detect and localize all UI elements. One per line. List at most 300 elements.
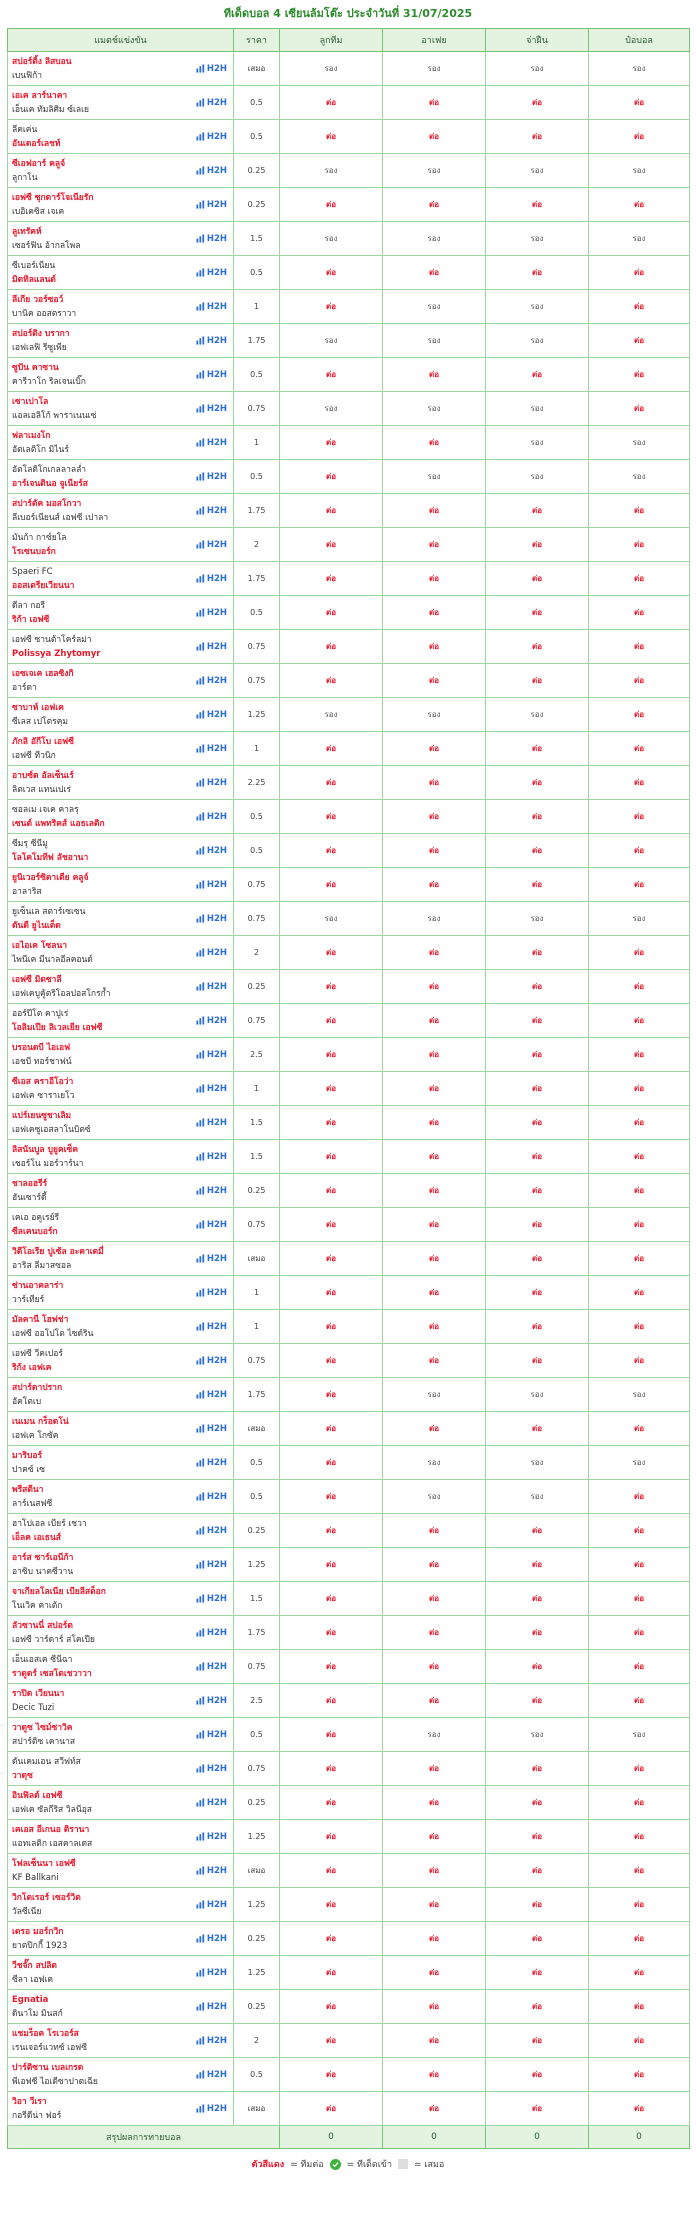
h2h-link[interactable] [196, 812, 227, 822]
away-team: เอ็ลค เอเธนส์ [12, 1532, 61, 1543]
table-row [8, 1650, 690, 1684]
pick-tipster-2: ต่อ [383, 1412, 486, 1446]
h2h-link[interactable] [196, 948, 227, 958]
h2h-label: H2H [206, 1763, 227, 1774]
h2h-link[interactable] [196, 1458, 227, 1468]
pick-tipster-1: ต่อ [280, 1208, 383, 1242]
h2h-link[interactable] [196, 540, 227, 550]
pick-tipster-2: ต่อ [383, 1990, 486, 2024]
h2h-link[interactable] [196, 1628, 227, 1638]
table-row [8, 1106, 690, 1140]
h2h-link[interactable] [196, 1866, 227, 1876]
pick-tipster-1: ต่อ [280, 2092, 383, 2126]
h2h-link[interactable] [196, 132, 227, 142]
table-row [8, 290, 690, 324]
bar-chart-icon [196, 1560, 205, 1569]
match-cell [8, 1174, 234, 1208]
h2h-link[interactable] [196, 1356, 227, 1366]
h2h-link[interactable] [196, 1254, 227, 1264]
home-team: ฮาโปเอล เบียร์ เชวา [12, 1518, 87, 1529]
home-team: วีชจั๊ก สปลิต [12, 1960, 57, 1971]
bar-chart-icon [196, 64, 205, 73]
price-cell: 2.5 [234, 1684, 280, 1718]
table-row [8, 664, 690, 698]
bar-chart-icon [196, 948, 205, 957]
home-team: ชาลอฮรีร์ [12, 1178, 48, 1189]
pick-tipster-1: ต่อ [280, 1786, 383, 1820]
price-cell: 0.75 [234, 868, 280, 902]
h2h-link[interactable] [196, 1084, 227, 1094]
away-team: ดินาโม มินสก์ [12, 2008, 63, 2019]
h2h-link[interactable] [196, 1322, 227, 1332]
page-title: ทีเด็ดบอล 4 เซียนล้มโต๊ะ ประจำวันที่ 31/07/2025 [223, 7, 473, 20]
match-cell [8, 1106, 234, 1140]
bar-chart-icon [196, 200, 205, 209]
h2h-label: H2H [206, 1865, 227, 1876]
pick-tipster-1: รอง [280, 392, 383, 426]
h2h-label: H2H [206, 1559, 227, 1570]
h2h-label: H2H [206, 437, 227, 448]
h2h-link[interactable] [196, 302, 227, 312]
price-cell: 1.5 [234, 1582, 280, 1616]
pick-tipster-4: รอง [589, 52, 690, 86]
pick-tipster-3: ต่อ [486, 800, 589, 834]
match-cell [8, 766, 234, 800]
h2h-link[interactable] [196, 2104, 227, 2114]
pick-tipster-1: ต่อ [280, 732, 383, 766]
price-cell: 2 [234, 936, 280, 970]
legend-favorite-note: = ทีมต่อ [290, 2160, 324, 2170]
table-row [8, 1786, 690, 1820]
h2h-link[interactable] [196, 1764, 227, 1774]
table-row [8, 1174, 690, 1208]
pick-tipster-1: ต่อ [280, 868, 383, 902]
h2h-link[interactable] [196, 1594, 227, 1604]
price-cell: 0.25 [234, 970, 280, 1004]
table-row [8, 120, 690, 154]
pick-tipster-4: ต่อ [589, 256, 690, 290]
h2h-link[interactable] [196, 1152, 227, 1162]
away-team: เซอร์ฟิน อ้ากลโพล [12, 240, 81, 251]
h2h-link[interactable] [196, 1526, 227, 1536]
pick-tipster-2: ต่อ [383, 1854, 486, 1888]
pick-tipster-1: ต่อ [280, 1106, 383, 1140]
away-team: อัตเลติโก มิไนร์ [12, 444, 69, 455]
pick-tipster-2: ต่อ [383, 1650, 486, 1684]
pick-tipster-2: ต่อ [383, 1140, 486, 1174]
summary-value-2: 0 [383, 2126, 486, 2149]
h2h-link[interactable] [196, 1900, 227, 1910]
pick-tipster-1: ต่อ [280, 2058, 383, 2092]
pick-tipster-2: ต่อ [383, 596, 486, 630]
bar-chart-icon [196, 438, 205, 447]
price-cell: 1 [234, 1276, 280, 1310]
home-team: มันก้า กาซ์ยโล [12, 532, 67, 543]
h2h-link[interactable] [196, 2036, 227, 2046]
pick-tipster-3: ต่อ [486, 970, 589, 1004]
h2h-link[interactable] [196, 778, 227, 788]
pick-tipster-2: ต่อ [383, 732, 486, 766]
table-row [8, 2058, 690, 2092]
h2h-label: H2H [206, 1423, 227, 1434]
away-team: ริก้า เอฟซี [12, 614, 50, 625]
bar-chart-icon [196, 1662, 205, 1671]
pick-tipster-4: ต่อ [589, 1616, 690, 1650]
price-cell: 0.75 [234, 392, 280, 426]
match-cell [8, 1820, 234, 1854]
bar-chart-icon [196, 1016, 205, 1025]
pick-tipster-2: ต่อ [383, 1888, 486, 1922]
pick-tipster-1: รอง [280, 154, 383, 188]
h2h-link[interactable] [196, 1798, 227, 1808]
match-cell [8, 2058, 234, 2092]
price-cell: 0.25 [234, 154, 280, 188]
h2h-link[interactable] [196, 1492, 227, 1502]
table-row [8, 392, 690, 426]
price-cell: 0.75 [234, 1344, 280, 1378]
h2h-label: H2H [206, 1117, 227, 1128]
pick-tipster-2: ต่อ [383, 1616, 486, 1650]
home-team: บรอนดบี ไอเอฟ [12, 1042, 71, 1053]
pick-tipster-4: ต่อ [589, 970, 690, 1004]
home-team: ซ่านอาคลาร่า [12, 1280, 64, 1291]
h2h-link[interactable] [196, 1050, 227, 1060]
match-cell [8, 1752, 234, 1786]
h2h-label: H2H [206, 1695, 227, 1706]
match-cell [8, 460, 234, 494]
bar-chart-icon [196, 2104, 205, 2113]
away-team: สปาร์ติซ เคานาส [12, 1736, 76, 1747]
pick-tipster-3: ต่อ [486, 732, 589, 766]
pick-tipster-4: ต่อ [589, 1650, 690, 1684]
pick-tipster-2: รอง [383, 902, 486, 936]
away-team: อาร์เจนตินอ จูเนียร์ส [12, 478, 88, 489]
h2h-link[interactable] [196, 2002, 227, 2012]
away-team: อาลาริส [12, 886, 42, 897]
pick-tipster-1: ต่อ [280, 1004, 383, 1038]
h2h-link[interactable] [196, 1696, 227, 1706]
h2h-label: H2H [206, 1525, 227, 1536]
h2h-link[interactable] [196, 744, 227, 754]
pick-tipster-1: ต่อ [280, 1582, 383, 1616]
match-cell [8, 392, 234, 426]
pick-tipster-4: ต่อ [589, 1548, 690, 1582]
h2h-link[interactable] [196, 1968, 227, 1978]
bar-chart-icon [196, 540, 205, 549]
table-header-row [8, 29, 690, 52]
h2h-link[interactable] [196, 200, 227, 210]
match-cell [8, 358, 234, 392]
bar-chart-icon [196, 914, 205, 923]
h2h-link[interactable] [196, 336, 227, 346]
price-cell: 1.25 [234, 698, 280, 732]
h2h-link[interactable] [196, 676, 227, 686]
h2h-link[interactable] [196, 1560, 227, 1570]
h2h-label: H2H [206, 63, 227, 74]
h2h-link[interactable] [196, 914, 227, 924]
price-cell: 1.75 [234, 1378, 280, 1412]
table-row [8, 562, 690, 596]
match-cell [8, 630, 234, 664]
header-tipster-1: ลูกทีม [280, 29, 383, 52]
match-cell [8, 664, 234, 698]
pick-tipster-3: ต่อ [486, 1582, 589, 1616]
h2h-link[interactable] [196, 234, 227, 244]
pick-tipster-3: ต่อ [486, 1208, 589, 1242]
home-team: ลิสนันบูล บูยูคเซ็ค [12, 1144, 79, 1155]
match-cell [8, 1514, 234, 1548]
away-team: อัคโตเบ [12, 1396, 42, 1407]
h2h-label: H2H [206, 1049, 227, 1060]
legend-example-text: ตัวสีแดง [251, 2160, 285, 2170]
pick-tipster-4: ต่อ [589, 188, 690, 222]
tips-table [7, 28, 690, 2149]
h2h-link[interactable] [196, 642, 227, 652]
h2h-label: H2H [206, 471, 227, 482]
bar-chart-icon [196, 778, 205, 787]
away-team: เบนฟิก้า [12, 70, 43, 81]
h2h-link[interactable] [196, 1390, 227, 1400]
pick-tipster-1: ต่อ [280, 1072, 383, 1106]
table-row [8, 1718, 690, 1752]
h2h-label: H2H [206, 1933, 227, 1944]
h2h-link[interactable] [196, 1934, 227, 1944]
home-team: สปาร์ตาปราก [12, 1382, 63, 1393]
home-team: Egnatia [12, 1994, 49, 2005]
bar-chart-icon [196, 710, 205, 719]
home-team: แชมร็อค โรเวอร์ส [12, 2028, 79, 2039]
match-cell [8, 834, 234, 868]
h2h-link[interactable] [196, 438, 227, 448]
pick-tipster-1: ต่อ [280, 1990, 383, 2024]
table-row [8, 1854, 690, 1888]
home-team: เอฟซี วีคเปอร์ [12, 1348, 63, 1359]
table-row [8, 1242, 690, 1276]
pick-tipster-4: ต่อ [589, 1854, 690, 1888]
match-cell [8, 188, 234, 222]
pick-tipster-2: ต่อ [383, 188, 486, 222]
h2h-label: H2H [206, 743, 227, 754]
table-row [8, 1446, 690, 1480]
pick-tipster-2: ต่อ [383, 256, 486, 290]
home-team: ลัวซานนี่ สปอร์ต [12, 1620, 73, 1631]
h2h-label: H2H [206, 165, 227, 176]
bar-chart-icon [196, 1696, 205, 1705]
h2h-link[interactable] [196, 574, 227, 584]
pick-tipster-3: รอง [486, 1446, 589, 1480]
home-team: เอฟซี ซานต้าโคร์ลม่า [12, 634, 92, 645]
pick-tipster-2: ต่อ [383, 562, 486, 596]
h2h-link[interactable] [196, 370, 227, 380]
h2h-link[interactable] [196, 1662, 227, 1672]
h2h-link[interactable] [196, 1220, 227, 1230]
table-row [8, 426, 690, 460]
pick-tipster-3: ต่อ [486, 1990, 589, 2024]
h2h-label: H2H [206, 1729, 227, 1740]
pick-tipster-1: ต่อ [280, 936, 383, 970]
table-row [8, 800, 690, 834]
pick-tipster-3: ต่อ [486, 1412, 589, 1446]
price-cell: 1.5 [234, 1140, 280, 1174]
pick-tipster-4: ต่อ [589, 494, 690, 528]
away-team: วาดุซ [12, 1770, 33, 1781]
away-team: ไพนีเค มีนาลอีลคอนด์ [12, 954, 93, 965]
pick-tipster-2: ต่อ [383, 834, 486, 868]
bar-chart-icon [196, 1356, 205, 1365]
match-cell [8, 596, 234, 630]
away-team: โลโคโมทีฟ ลัชอานา [12, 852, 89, 863]
match-cell [8, 52, 234, 86]
h2h-label: H2H [206, 845, 227, 856]
pick-tipster-3: รอง [486, 290, 589, 324]
bar-chart-icon [196, 880, 205, 889]
pick-tipster-4: รอง [589, 1446, 690, 1480]
h2h-link[interactable] [196, 1730, 227, 1740]
price-cell: 0.5 [234, 800, 280, 834]
table-row [8, 1344, 690, 1378]
away-team: แอทเลติก เอสคาลเดส [12, 1838, 93, 1849]
match-cell [8, 1582, 234, 1616]
pick-tipster-4: ต่อ [589, 1140, 690, 1174]
pick-tipster-4: ต่อ [589, 1344, 690, 1378]
pick-tipster-3: รอง [486, 52, 589, 86]
pick-tipster-2: ต่อ [383, 766, 486, 800]
pick-tipster-1: ต่อ [280, 1378, 383, 1412]
table-row [8, 936, 690, 970]
h2h-link[interactable] [196, 880, 227, 890]
summary-value-4: 0 [589, 2126, 690, 2149]
h2h-link[interactable] [196, 1288, 227, 1298]
h2h-label: H2H [206, 335, 227, 346]
h2h-label: H2H [206, 2103, 227, 2114]
h2h-label: H2H [206, 1899, 227, 1910]
h2h-label: H2H [206, 1015, 227, 1026]
away-team: บานิค ออสตราวา [12, 308, 77, 319]
price-cell: 0.75 [234, 664, 280, 698]
pick-tipster-2: ต่อ [383, 1242, 486, 1276]
bar-chart-icon [196, 1152, 205, 1161]
h2h-label: H2H [206, 233, 227, 244]
table-row [8, 1140, 690, 1174]
h2h-link[interactable] [196, 710, 227, 720]
home-team: วิกโตเรอร์ เซอร์วิต [12, 1892, 81, 1903]
table-row [8, 1548, 690, 1582]
pick-tipster-1: รอง [280, 222, 383, 256]
pick-tipster-2: ต่อ [383, 528, 486, 562]
header-match: แมตช์แข่งขัน [8, 29, 234, 52]
price-cell: 0.5 [234, 596, 280, 630]
pick-tipster-2: ต่อ [383, 1106, 486, 1140]
away-team: เอฟเคบูคู้ตริโอลปอสโกรก้ำ [12, 988, 111, 999]
pick-tipster-2: ต่อ [383, 936, 486, 970]
pick-tipster-3: ต่อ [486, 1344, 589, 1378]
home-team: เคเอ อคูเรย์รี [12, 1212, 60, 1223]
pick-tipster-3: ต่อ [486, 1072, 589, 1106]
price-cell: 1 [234, 290, 280, 324]
pick-tipster-3: ต่อ [486, 766, 589, 800]
h2h-link[interactable] [196, 846, 227, 856]
bar-chart-icon [196, 404, 205, 413]
h2h-label: H2H [206, 1219, 227, 1230]
home-team: ลีคเค่น [12, 124, 38, 135]
match-cell [8, 1378, 234, 1412]
pick-tipster-4: ต่อ [589, 1412, 690, 1446]
h2h-link[interactable] [196, 1424, 227, 1434]
price-cell: 1.25 [234, 1820, 280, 1854]
match-cell [8, 86, 234, 120]
price-cell: 1.75 [234, 324, 280, 358]
pick-tipster-2: ต่อ [383, 2024, 486, 2058]
match-cell [8, 902, 234, 936]
h2h-link[interactable] [196, 982, 227, 992]
h2h-label: H2H [206, 1287, 227, 1298]
home-team: ซาบาห์ เอฟเค [12, 702, 64, 713]
h2h-link[interactable] [196, 166, 227, 176]
price-cell: เสมอ [234, 1412, 280, 1446]
h2h-link[interactable] [196, 268, 227, 278]
away-team: ยาตปิกกี้ 1923 [12, 1940, 68, 1951]
away-team: โรเซนบอร์ก [12, 546, 56, 557]
h2h-label: H2H [206, 1627, 227, 1638]
bar-chart-icon [196, 1628, 205, 1637]
h2h-link[interactable] [196, 1016, 227, 1026]
h2h-label: H2H [206, 1831, 227, 1842]
h2h-link[interactable] [196, 404, 227, 414]
h2h-link[interactable] [196, 506, 227, 516]
away-team: ซีลเคนบอร์ก [12, 1226, 58, 1237]
pick-tipster-1: รอง [280, 902, 383, 936]
away-team: คารีวาโก ริลเจนเบิ๊ก [12, 376, 86, 387]
bar-chart-icon [196, 1254, 205, 1263]
pick-tipster-1: ต่อ [280, 1412, 383, 1446]
h2h-link[interactable] [196, 2070, 227, 2080]
h2h-link[interactable] [196, 608, 227, 618]
h2h-link[interactable] [196, 64, 227, 74]
price-cell: 0.75 [234, 630, 280, 664]
h2h-link[interactable] [196, 1186, 227, 1196]
h2h-link[interactable] [196, 98, 227, 108]
pick-tipster-4: ต่อ [589, 834, 690, 868]
pick-tipster-4: ต่อ [589, 1310, 690, 1344]
pick-tipster-3: ต่อ [486, 528, 589, 562]
price-cell: 0.75 [234, 1208, 280, 1242]
bar-chart-icon [196, 676, 205, 685]
bar-chart-icon [196, 1764, 205, 1773]
home-team: เนเมน กร็อดโน่ [12, 1416, 69, 1427]
pick-tipster-4: รอง [589, 426, 690, 460]
price-cell: 0.75 [234, 1752, 280, 1786]
home-team: แปร์เยนซูชาเลิม [12, 1110, 72, 1121]
home-team: เคเอส อีเกนอ ติรานา [12, 1824, 90, 1835]
pick-tipster-3: ต่อ [486, 1888, 589, 1922]
pick-tipster-4: ต่อ [589, 2024, 690, 2058]
home-team: มาริบอร์ [12, 1450, 43, 1461]
pick-tipster-3: ต่อ [486, 1922, 589, 1956]
pick-tipster-1: ต่อ [280, 664, 383, 698]
bar-chart-icon [196, 1220, 205, 1229]
h2h-label: H2H [206, 879, 227, 890]
pick-tipster-1: ต่อ [280, 1922, 383, 1956]
h2h-link[interactable] [196, 472, 227, 482]
away-team: โอลิมเปีย ลิเวลเยีย เอฟซี [12, 1022, 103, 1033]
home-team: เอเค ลาร์นาคา [12, 90, 68, 101]
bar-chart-icon [196, 1322, 205, 1331]
match-cell [8, 936, 234, 970]
home-team: เอซเจเค เฮลซิงกิ [12, 668, 74, 679]
h2h-link[interactable] [196, 1118, 227, 1128]
h2h-link[interactable] [196, 1832, 227, 1842]
price-cell: 1 [234, 426, 280, 460]
